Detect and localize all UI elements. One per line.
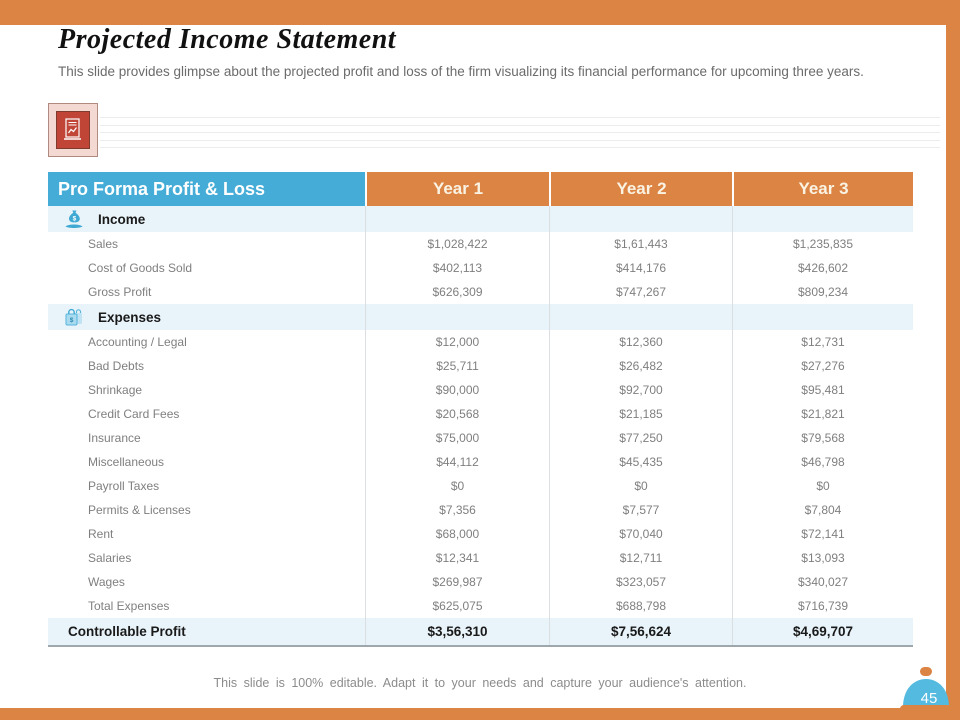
table-row-total-expenses xyxy=(48,594,913,618)
cell-miscellaneous-year3: $46,798 xyxy=(732,450,913,474)
row-label-text: Controllable Profit xyxy=(68,624,186,639)
cell-sales-year1: $1,028,422 xyxy=(365,232,549,256)
table-row-miscellaneous xyxy=(48,450,913,474)
table-row-payroll-taxes xyxy=(48,474,913,498)
cell-income-year2 xyxy=(549,206,732,232)
row-label-text: Income xyxy=(98,211,146,227)
page-subtitle: This slide provides glimpse about the projected profit and loss of the firm visualizing its financial performance for upcoming three years. xyxy=(58,64,864,79)
cell-credit-card-fees-year2: $21,185 xyxy=(549,402,732,426)
table-row-credit-card-fees xyxy=(48,402,913,426)
cell-controllable-profit-year1: $3,56,310 xyxy=(365,618,549,645)
cell-salaries-year2: $12,711 xyxy=(549,546,732,570)
row-label-permits-licenses xyxy=(48,498,365,522)
row-label-text: Wages xyxy=(88,575,125,589)
cell-gross-profit-year1: $626,309 xyxy=(365,280,549,304)
cell-miscellaneous-year1: $44,112 xyxy=(365,450,549,474)
row-label-text: Salaries xyxy=(88,551,132,565)
svg-text:$: $ xyxy=(69,317,74,324)
table-row-cost-of-goods-sold xyxy=(48,256,913,280)
cell-sales-year3: $1,235,835 xyxy=(732,232,913,256)
table-row-insurance xyxy=(48,426,913,450)
cell-shrinkage-year2: $92,700 xyxy=(549,378,732,402)
column-header-year2: Year 2 xyxy=(549,172,732,206)
row-label-rent xyxy=(48,522,365,546)
cell-gross-profit-year3: $809,234 xyxy=(732,280,913,304)
row-label-text: Bad Debts xyxy=(88,359,145,373)
row-label-text: Accounting / Legal xyxy=(88,335,187,349)
cell-gross-profit-year2: $747,267 xyxy=(549,280,732,304)
cell-income-year1 xyxy=(365,206,549,232)
row-label-text: Insurance xyxy=(88,431,141,445)
decorative-rule-lines xyxy=(100,117,940,149)
page-title: Projected Income Statement xyxy=(58,24,397,55)
cell-bad-debts-year1: $25,711 xyxy=(365,354,549,378)
cell-insurance-year1: $75,000 xyxy=(365,426,549,450)
section-row-income xyxy=(48,206,913,232)
table-row-sales xyxy=(48,232,913,256)
row-label-payroll-taxes xyxy=(48,474,365,498)
cell-permits-licenses-year2: $7,577 xyxy=(549,498,732,522)
row-label-text: Rent xyxy=(88,527,114,541)
column-header-year3: Year 3 xyxy=(732,172,913,206)
cell-income-year3 xyxy=(732,206,913,232)
row-label-text: Credit Card Fees xyxy=(88,407,180,421)
money-bag-icon xyxy=(62,209,86,229)
cloche-icon xyxy=(900,666,952,716)
row-label-text: Cost of Goods Sold xyxy=(88,261,193,275)
cell-wages-year2: $323,057 xyxy=(549,570,732,594)
cell-controllable-profit-year2: $7,56,624 xyxy=(549,618,732,645)
cell-permits-licenses-year1: $7,356 xyxy=(365,498,549,522)
row-label-income xyxy=(48,206,365,232)
cell-bad-debts-year3: $27,276 xyxy=(732,354,913,378)
row-label-text: Permits & Licenses xyxy=(88,503,191,517)
table-row-bad-debts xyxy=(48,354,913,378)
cell-total-expenses-year3: $716,739 xyxy=(732,594,913,618)
cell-cost-of-goods-sold-year3: $426,602 xyxy=(732,256,913,280)
cell-bad-debts-year2: $26,482 xyxy=(549,354,732,378)
row-label-insurance xyxy=(48,426,365,450)
total-row-controllable-profit xyxy=(48,618,913,647)
cell-salaries-year1: $12,341 xyxy=(365,546,549,570)
cell-miscellaneous-year2: $45,435 xyxy=(549,450,732,474)
cell-credit-card-fees-year1: $20,568 xyxy=(365,402,549,426)
cell-rent-year1: $68,000 xyxy=(365,522,549,546)
row-label-wages xyxy=(48,570,365,594)
cell-expenses-year1 xyxy=(365,304,549,330)
row-label-accounting-legal xyxy=(48,330,365,354)
table-row-salaries xyxy=(48,546,913,570)
table-row-permits-licenses xyxy=(48,498,913,522)
shopping-bag-icon xyxy=(62,307,86,327)
row-label-salaries xyxy=(48,546,365,570)
cell-rent-year3: $72,141 xyxy=(732,522,913,546)
row-label-text: Gross Profit xyxy=(88,285,152,299)
row-label-text: Miscellaneous xyxy=(88,455,165,469)
row-label-text: Payroll Taxes xyxy=(88,479,160,493)
row-label-total-expenses xyxy=(48,594,365,618)
row-label-text: Sales xyxy=(88,237,119,251)
row-label-shrinkage xyxy=(48,378,365,402)
cell-expenses-year2 xyxy=(549,304,732,330)
cell-accounting-legal-year2: $12,360 xyxy=(549,330,732,354)
table-header-row xyxy=(48,172,913,206)
cell-cost-of-goods-sold-year2: $414,176 xyxy=(549,256,732,280)
table-row-accounting-legal xyxy=(48,330,913,354)
table-body xyxy=(48,206,913,647)
cell-total-expenses-year1: $625,075 xyxy=(365,594,549,618)
row-label-bad-debts xyxy=(48,354,365,378)
bottom-accent-bar xyxy=(0,708,960,720)
right-accent-bar xyxy=(946,0,960,720)
table-header-title: Pro Forma Profit & Loss xyxy=(48,172,365,206)
cell-payroll-taxes-year2: $0 xyxy=(549,474,732,498)
section-row-expenses xyxy=(48,304,913,330)
row-label-cost-of-goods-sold xyxy=(48,256,365,280)
cell-payroll-taxes-year1: $0 xyxy=(365,474,549,498)
cell-shrinkage-year3: $95,481 xyxy=(732,378,913,402)
cell-insurance-year2: $77,250 xyxy=(549,426,732,450)
top-accent-bar xyxy=(0,0,960,25)
cell-cost-of-goods-sold-year1: $402,113 xyxy=(365,256,549,280)
footer-note: This slide is 100% editable. Adapt it to your needs and capture your audience's attention. xyxy=(213,676,747,690)
row-label-miscellaneous xyxy=(48,450,365,474)
cell-shrinkage-year1: $90,000 xyxy=(365,378,549,402)
svg-text:$: $ xyxy=(72,215,77,223)
row-label-sales xyxy=(48,232,365,256)
cell-expenses-year3 xyxy=(732,304,913,330)
cell-credit-card-fees-year3: $21,821 xyxy=(732,402,913,426)
table-row-shrinkage xyxy=(48,378,913,402)
cell-rent-year2: $70,040 xyxy=(549,522,732,546)
cell-sales-year2: $1,61,443 xyxy=(549,232,732,256)
report-document-icon xyxy=(56,111,90,149)
cell-salaries-year3: $13,093 xyxy=(732,546,913,570)
cell-accounting-legal-year3: $12,731 xyxy=(732,330,913,354)
table-row-wages xyxy=(48,570,913,594)
cell-total-expenses-year2: $688,798 xyxy=(549,594,732,618)
cell-controllable-profit-year3: $4,69,707 xyxy=(732,618,913,645)
row-label-controllable-profit xyxy=(48,618,365,645)
row-label-text: Expenses xyxy=(98,309,162,325)
cell-insurance-year3: $79,568 xyxy=(732,426,913,450)
table-row-rent xyxy=(48,522,913,546)
row-label-text: Total Expenses xyxy=(88,599,170,613)
cell-payroll-taxes-year3: $0 xyxy=(732,474,913,498)
cell-wages-year1: $269,987 xyxy=(365,570,549,594)
column-header-year1: Year 1 xyxy=(365,172,549,206)
row-label-gross-profit xyxy=(48,280,365,304)
row-label-expenses xyxy=(48,304,365,330)
row-label-credit-card-fees xyxy=(48,402,365,426)
profit-loss-table xyxy=(48,172,913,647)
cell-accounting-legal-year1: $12,000 xyxy=(365,330,549,354)
page-number: 45 xyxy=(920,690,938,707)
table-row-gross-profit xyxy=(48,280,913,304)
row-label-text: Shrinkage xyxy=(88,383,143,397)
cell-permits-licenses-year3: $7,804 xyxy=(732,498,913,522)
cell-wages-year3: $340,027 xyxy=(732,570,913,594)
report-plaque xyxy=(48,103,98,157)
